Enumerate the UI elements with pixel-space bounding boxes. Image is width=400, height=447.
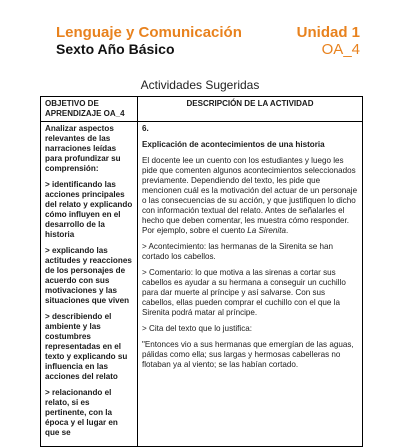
story-title: La Sirenita — [247, 226, 286, 235]
activity-heading: Explicación de acontecimientos de una historia — [142, 140, 325, 149]
objective-item: > explicando las actitudes y reacciones de los personajes de acuerdo con sus motivaciones y las situaciones que viven — [45, 246, 132, 305]
objective-item: > describiendo el ambiente y las costumbres representadas en el texto y explicando su influencia en las acciones del relato — [45, 312, 128, 381]
header-right — [297, 24, 360, 58]
activity-cite: > Cita del texto que lo justifica: — [142, 324, 253, 333]
header-left — [56, 24, 242, 58]
activity-comment: > Comentario: lo que motiva a las sirenas a cortar sus cabellos es ayudar a su hermana a conseguir un cuchillo para dar muerte al príncipe y así salvarse. Con sus cabellos, ellas pueden comprar el cuchillo con el que la Sirenita podrá matar al príncipe. — [142, 268, 346, 317]
page-title: Actividades Sugeridas — [140, 78, 260, 92]
table-row — [41, 122, 363, 447]
activity-intro-text: El docente lee un cuento con los estudiantes y luego les pide que comenten algunos acontecimientos seleccionados previamente. Dependiendo del texto, les pide que mencionen cuál es la motivación del actuar de un personaje o las consecuencias de su acción, y que justifiquen lo dicho con información textual del relato. Antes de señalarles el hecho que deben comentar, les muestra cómo responder. Por ejemplo, sobre el cuento — [142, 156, 358, 235]
unit-label: Unidad 1 — [296, 24, 360, 41]
objective-code: OA_4 — [321, 41, 360, 58]
objective-item: > relacionando el relato, si es pertinente, con la época y el lugar en que se — [45, 388, 118, 437]
activity-intro: El docente lee un cuento con los estudiantes y luego les pide que comenten algunos acontecimientos seleccionados previamente. Dependiendo del texto, les pide que mencionen cuál es la motivación del actuar de un personaje o las consecuencias de su acción, y que justifiquen lo dicho con información textual del relato. Antes de señalarles el hecho que deben comentar, les muestra cómo responder. Por ejemplo, sobre el cuento La Sirenita. — [142, 156, 358, 235]
activity-event: > Acontecimiento: las hermanas de la Sirenita se han cortado los cabellos. — [142, 242, 333, 261]
activities-table — [40, 96, 363, 447]
objective-item: > identificando las acciones principales del relato y explicando cómo influyen en el desarrollo de la historia — [45, 180, 133, 239]
objective-column-header: OBJETIVO DE APRENDIZAJE OA_4 — [41, 97, 138, 122]
activity-cell — [138, 122, 363, 447]
objective-cell — [41, 122, 138, 447]
activity-quote: "Entonces vio a sus hermanas que emergían de las aguas, pálidas como ella; sus largas y hermosas cabelleras no flotaban ya al viento; se las habían cortado. — [142, 340, 354, 369]
subject-title: Lenguaje y Comunicación — [56, 24, 242, 41]
activity-number: 6. — [142, 124, 149, 133]
objective-intro: Analizar aspectos relevantes de las narraciones leídas para profundizar su comprensión: — [45, 124, 121, 173]
table-header-row — [41, 97, 363, 122]
activity-column-header: DESCRIPCIÓN DE LA ACTIVIDAD — [138, 97, 363, 122]
grade-title: Sexto Año Básico — [56, 41, 175, 57]
